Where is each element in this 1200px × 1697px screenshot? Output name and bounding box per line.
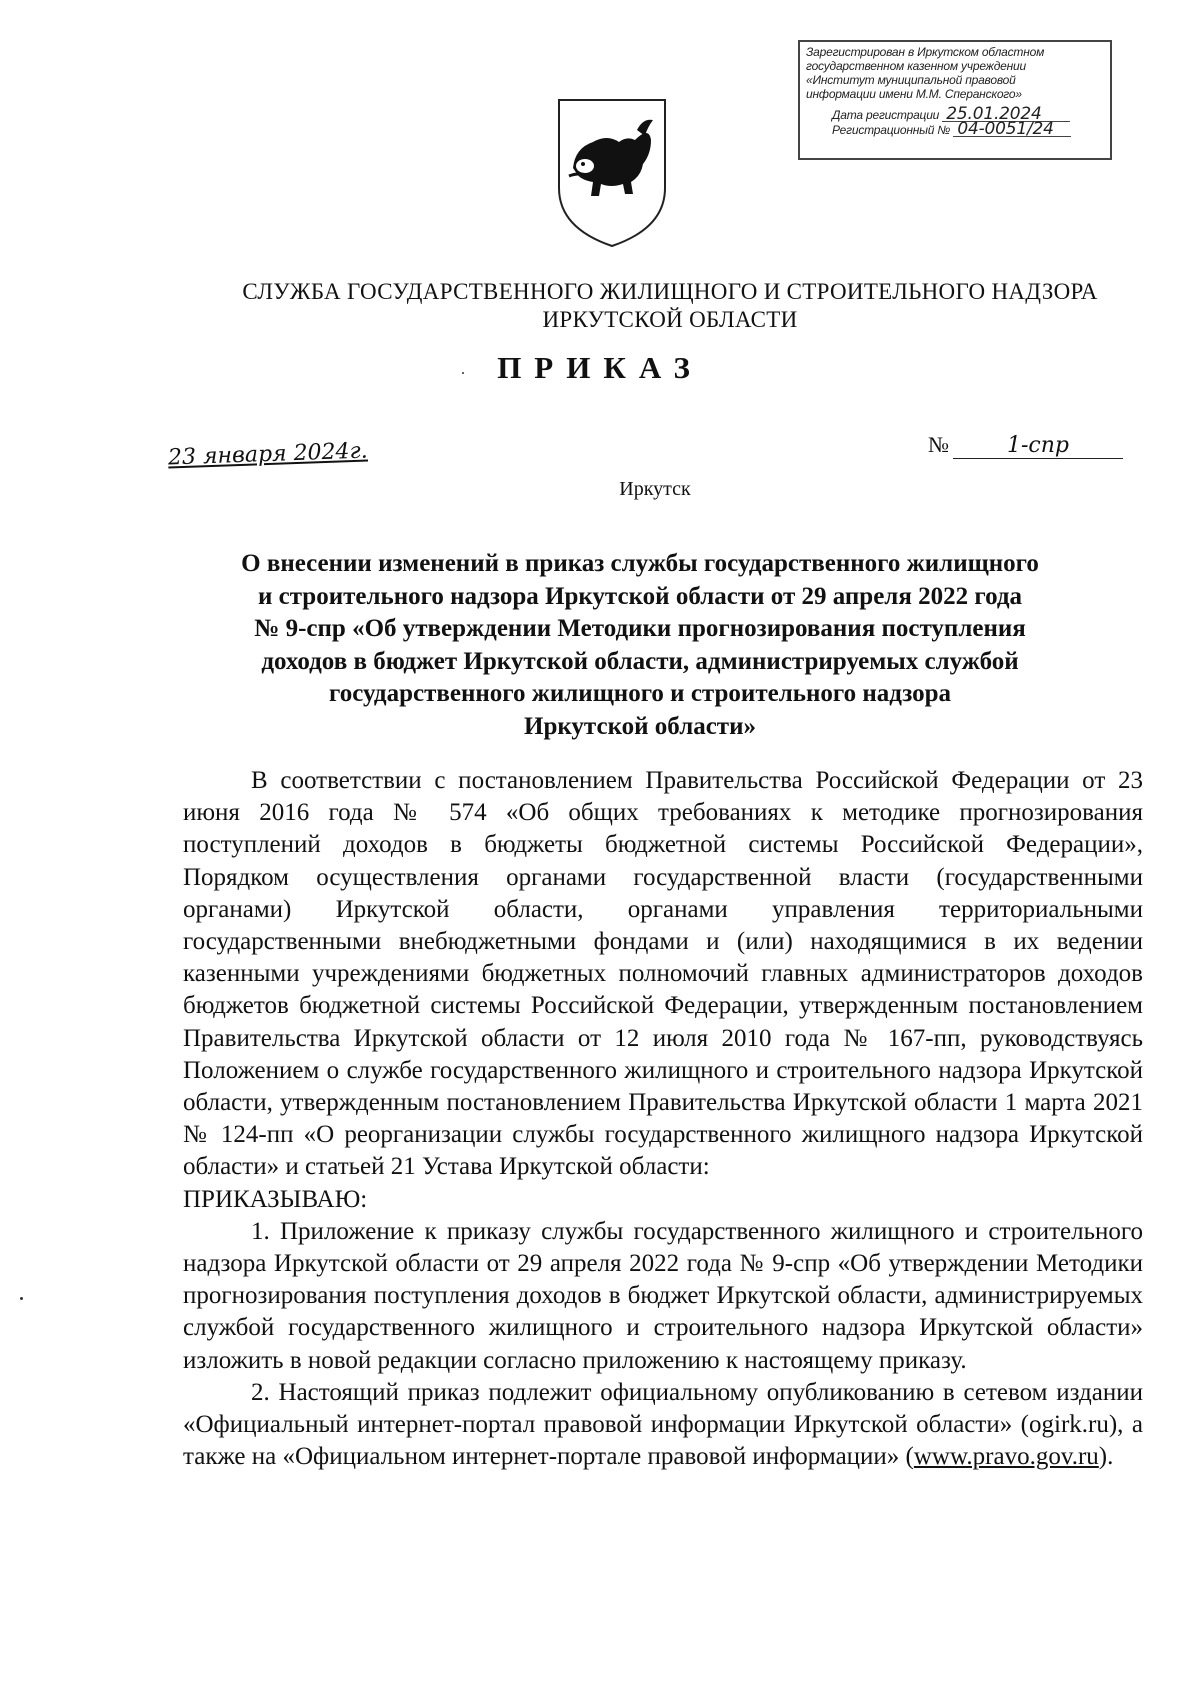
number-sign: № bbox=[928, 432, 949, 457]
subject-line: О внесении изменений в приказ службы государственного жилищного bbox=[241, 550, 1039, 577]
order-item-1: 1. Приложение к приказу службы государственного жилищного и строительного надзора Иркутской области от 29 апреля 2022 года № 9-спр «Об утверждении Методики прогнозирования поступления доходов в бюджет Иркутской области, администрируемых службой государственного жилищного и строительного надзора Иркутской области» изложить в новой редакции согласно приложению к настоящему приказу. bbox=[183, 1217, 1143, 1374]
coat-of-arms-icon bbox=[555, 96, 669, 250]
registration-stamp bbox=[798, 40, 1112, 160]
subject-line: № 9-спр «Об утверждении Методики прогнозирования поступления bbox=[254, 615, 1026, 642]
subject-line: Иркутской области» bbox=[524, 712, 756, 740]
stamp-reg-row bbox=[806, 119, 1104, 139]
stamp-line: государственном казенном учреждении bbox=[806, 59, 1026, 73]
order-date-handwritten: 23 января 2024г. bbox=[167, 438, 369, 471]
subject-line: доходов в бюджет Иркутской области, администрируемых службой bbox=[261, 647, 1019, 675]
scan-speck bbox=[462, 372, 464, 374]
order-number-handwritten: 1-спр bbox=[1006, 433, 1069, 458]
preamble-paragraph: В соответствии с постановлением Правительства Российской Федерации от 23 июня 2016 года № 574 «Об общих требованиях к методике прогнозирования поступлений доходов в бюджеты бюджетной системы Российской Федерации», Порядком осуществления органами государственной власти (государственными органами) Иркутской области, органами управления территориальными государственными внебюджетными фондами и (или) находящимися в их ведении казенными учреждениями бюджетных полномочий главных администраторов доходов бюджетов бюджетной системы Российской Федерации, утвержденным постановлением Правительства Иркутской области от 12 июля 2010 года № 167-пп, руководствуясь Положением о службе государственного жилищного и строительного надзора Иркутской области, утвержденным постановлением Правительства Иркутской области 1 марта 2021 № 124-пп «О реорганизации службы государственного жилищного надзора Иркутской области» и статьей 21 Устава Иркутской области: bbox=[183, 767, 1143, 1181]
agency-line: СЛУЖБА ГОСУДАРСТВЕННОГО ЖИЛИЩНОГО И СТРОИТЕЛЬНОГО НАДЗОРА bbox=[242, 279, 1098, 304]
stamp-line: «Институт муниципальной правовой bbox=[806, 73, 1016, 87]
stamp-line: Зарегистрирован в Иркутском областном bbox=[806, 45, 1045, 59]
order-number bbox=[928, 432, 1123, 459]
order-directive: ПРИКАЗЫВАЮ: bbox=[183, 1185, 368, 1213]
stamp-reg-label: Регистрационный № bbox=[832, 123, 951, 137]
pravo-link[interactable]: www.pravo.gov.ru bbox=[913, 1443, 1099, 1471]
order-subject bbox=[140, 548, 1140, 743]
document-type-title: ПРИКАЗ bbox=[497, 350, 703, 385]
agency-name bbox=[120, 278, 1200, 334]
order-body bbox=[183, 765, 1143, 1473]
scan-speck bbox=[20, 1297, 23, 1300]
subject-line: государственного жилищного и строительного надзора bbox=[329, 680, 951, 707]
number-line bbox=[953, 432, 1123, 459]
order-item-2-end: ). bbox=[1098, 1443, 1114, 1471]
stamp-line: информации имени М.М. Сперанского» bbox=[806, 87, 1022, 101]
city-name: Иркутск bbox=[619, 478, 691, 500]
subject-line: и строительного надзора Иркутской области от 29 апреля 2022 года bbox=[257, 582, 1023, 610]
stamp-date-label: Дата регистрации bbox=[832, 108, 940, 122]
stamp-date-value: 25.01.2024 bbox=[942, 107, 1070, 122]
order-item-2 bbox=[183, 1377, 1143, 1474]
stamp-date-row bbox=[806, 104, 1104, 124]
stamp-reg-value: 04-0051/24 bbox=[953, 122, 1071, 137]
order-item-2-text: 2. Настоящий приказ подлежит официальному опубликованию в сетевом издании «Официальный интернет-портал правовой информации Иркутской области» (ogirk.ru), а также на «Официальном интернет-портале правовой информации» ( bbox=[183, 1378, 1143, 1471]
agency-line: ИРКУТСКОЙ ОБЛАСТИ bbox=[542, 307, 798, 332]
